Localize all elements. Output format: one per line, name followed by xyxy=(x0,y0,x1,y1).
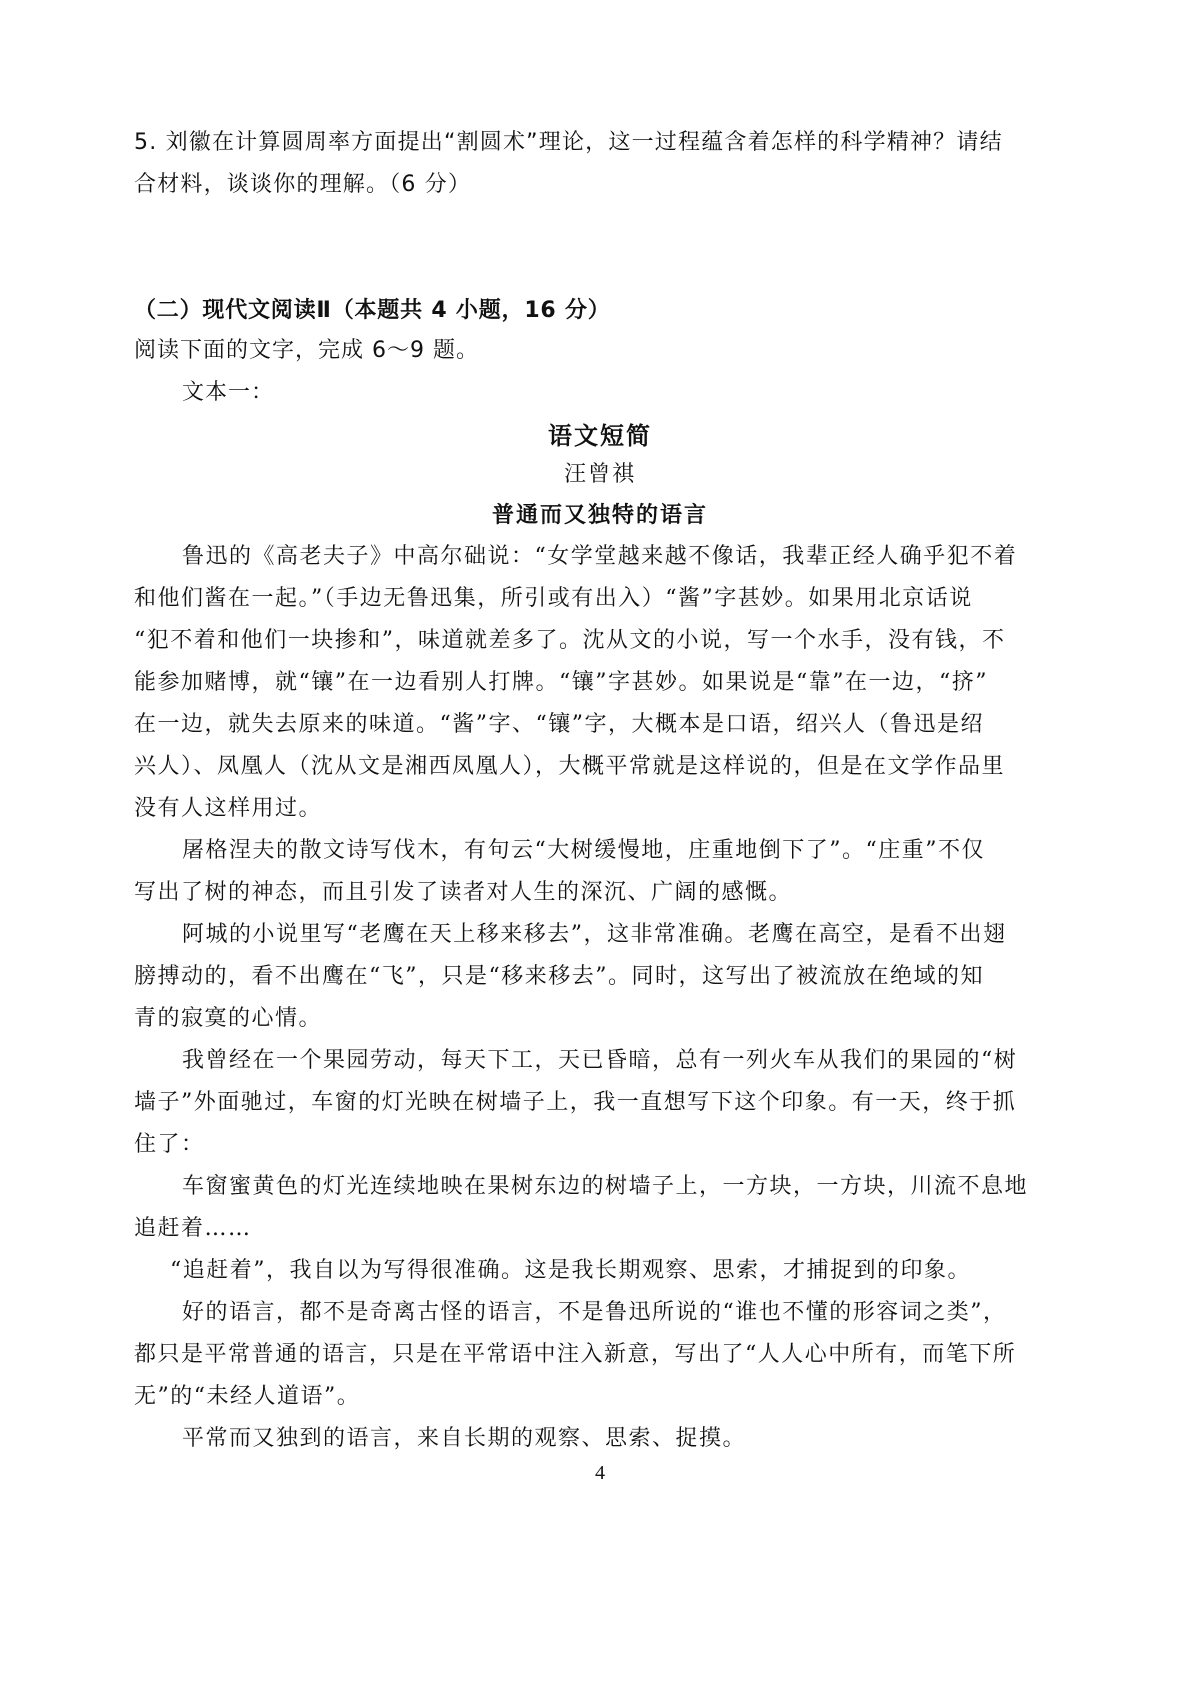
body-line: 没有人这样用过。 xyxy=(134,796,323,821)
body-line: 阿城的小说里写“老鹰在天上移来移去”，这非常准确。老鹰在高空，是看不出翅 xyxy=(182,922,1007,947)
body-line: 都只是平常普通的语言，只是在平常语中注入新意，写出了“人人心中所有，而笔下所 xyxy=(134,1342,1017,1367)
body-line: “犯不着和他们一块掺和”，味道就差多了。沈从文的小说，写一个水手，没有钱，不 xyxy=(134,628,1006,653)
section-heading: （二）现代文阅读Ⅱ（本题共 4 小题，16 分） xyxy=(134,298,611,323)
page-number: 4 xyxy=(595,1462,605,1484)
body-line: 和他们酱在一起。”（手边无鲁迅集，所引或有出入）“酱”字甚妙。如果用北京话说 xyxy=(134,586,973,611)
body-line: 膀搏动的，看不出鹰在“飞”，只是“移来移去”。同时，这写出了被流放在绝域的知 xyxy=(134,964,984,989)
question-5-line-1: 5. 刘徽在计算圆周率方面提出“割圆术”理论，这一过程蕴含着怎样的科学精神？请结 xyxy=(134,130,1003,155)
body-line: 写出了树的神态，而且引发了读者对人生的深沉、广阔的感慨。 xyxy=(134,880,793,905)
body-line: 在一边，就失去原来的味道。“酱”字、“镶”字，大概本是口语，绍兴人（鲁迅是绍 xyxy=(134,712,984,737)
section-instruction: 阅读下面的文字，完成 6～9 题。 xyxy=(134,338,479,363)
body-line: 能参加赌博，就“镶”在一边看别人打牌。“镶”字甚妙。如果说是“靠”在一边，“挤” xyxy=(134,670,988,695)
body-line: “追赶着”，我自以为写得很准确。这是我长期观察、思索，才捕捉到的印象。 xyxy=(170,1258,971,1283)
body-line: 车窗蜜黄色的灯光连续地映在果树东边的树墙子上，一方块，一方块，川流不息地 xyxy=(182,1174,1029,1199)
body-line: 好的语言，都不是奇离古怪的语言，不是鲁迅所说的“谁也不懂的形容词之类”， xyxy=(182,1300,1007,1325)
body-line: 屠格涅夫的散文诗写伐木，有句云“大树缓慢地，庄重地倒下了”。“庄重”不仅 xyxy=(182,838,985,863)
body-line: 平常而又独到的语言，来自长期的观察、思索、捉摸。 xyxy=(182,1426,747,1451)
body-line: 青的寂寞的心情。 xyxy=(134,1006,323,1031)
question-5-line-2: 合材料，谈谈你的理解。（6 分） xyxy=(134,172,472,197)
body-line: 鲁迅的《高老夫子》中高尔础说：“女学堂越来越不像话，我辈正经人确乎犯不着 xyxy=(182,544,1018,569)
text-label: 文本一： xyxy=(182,380,275,405)
body-line: 兴人）、凤凰人（沈从文是湘西凤凰人），大概平常就是这样说的，但是在文学作品里 xyxy=(134,754,1006,779)
article-title: 语文短简 xyxy=(548,422,652,450)
body-line: 追赶着…… xyxy=(134,1216,252,1241)
article-author: 汪曾祺 xyxy=(563,462,636,487)
body-line: 墙子”外面驰过，车窗的灯光映在树墙子上，我一直想写下这个印象。有一天，终于抓 xyxy=(134,1090,1017,1115)
article-subtitle: 普通而又独特的语言 xyxy=(491,502,708,528)
body-line: 无”的“未经人道语”。 xyxy=(134,1384,361,1409)
body-line: 住了： xyxy=(134,1132,205,1157)
body-line: 我曾经在一个果园劳动，每天下工，天已昏暗，总有一列火车从我们的果园的“树 xyxy=(182,1048,1018,1073)
